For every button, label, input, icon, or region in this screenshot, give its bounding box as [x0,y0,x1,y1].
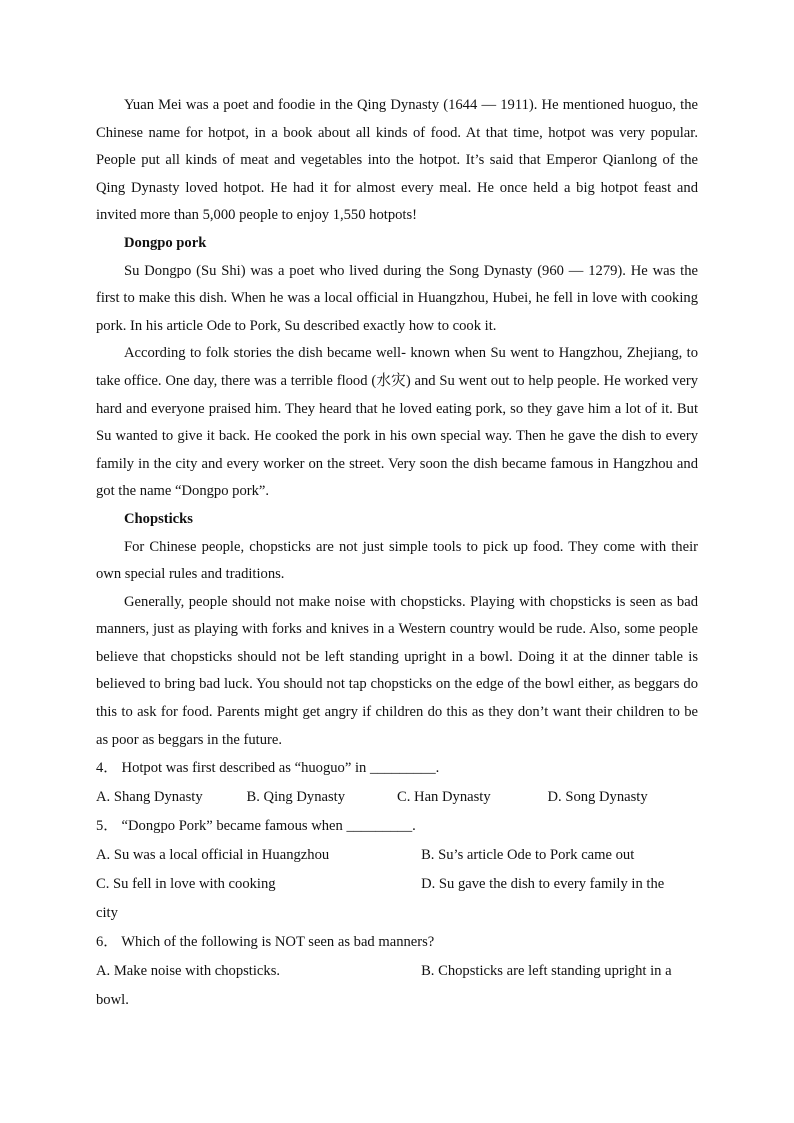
question-stem: 4． Hotpot was first described as “huoguo” in _________. [96,760,440,777]
option-b[interactable]: B. Qing Dynasty [246,789,346,806]
options-row-2 [96,870,698,899]
options [96,783,698,812]
option-d[interactable]: D. Song Dynasty [547,789,648,806]
paragraph-chopsticks-1: For Chinese people, chopsticks are not just simple tools to pick up food. They come with their own special rules and traditions. [96,538,698,583]
paragraph-chopsticks-2: Generally, people should not make noise with chopsticks. Playing with chopsticks is seen as bad manners, just as playing with forks and knives in a Western country would be rude. Also, some people believe that chopsticks should not be left standing upright in a bowl. Doing it at the dinner table is believed to bring bad luck. You should not tap chopsticks on the edge of the bowl either, as beggars do this to ask for food. Parents might get angry if children do this as they don’t want their children to be as poor as beggars in the future. [96,593,698,748]
option-a[interactable]: A. Su was a local official in Huangzhou [96,847,330,864]
paragraph-dongpo-2: According to folk stories the dish became well- known when Su went to Hangzhou, Zhejiang, to take office. One day, there was a terrible flood (水灾) and Su went out to help people. He worked very hard and everyone praised him. They heard that he loved eating pork, so they gave him a lot of it. But Su wanted to give it back. He cooked the pork in his own special way. Then he gave the dish to every family in the city and every worker on the street. Very soon the dish became famous in Hangzhou and got the name “Dongpo pork”. [96,345,698,500]
option-d-wrap: city [96,905,118,922]
options-row-1 [96,841,698,870]
question-6 [96,928,698,1015]
option-b-wrap: bowl. [96,992,129,1009]
option-b[interactable]: B. Su’s article Ode to Pork came out [421,847,635,864]
options-row-1 [96,957,698,986]
paragraph-dongpo-1: Su Dongpo (Su Shi) was a poet who lived during the Song Dynasty (960 — 1279). He was the first to make this dish. When he was a local official in Huangzhou, Hubei, he fell in love with cooking pork. In his article Ode to Pork, Su described exactly how to cook it. [96,262,698,334]
option-a[interactable]: A. Make noise with chopsticks. [96,963,281,980]
option-d[interactable]: D. Su gave the dish to every family in the [421,876,665,893]
option-a[interactable]: A. Shang Dynasty [96,789,203,806]
question-5 [96,812,698,928]
question-stem: 6． Which of the following is NOT seen as bad manners? [96,934,435,951]
option-c[interactable]: C. Su fell in love with cooking [96,876,276,893]
question-stem: 5． “Dongpo Pork” became famous when _________. [96,818,416,835]
document-page [96,92,698,1015]
heading-chopsticks: Chopsticks [124,510,193,527]
question-4 [96,754,698,812]
option-b[interactable]: B. Chopsticks are left standing upright in a [421,963,672,980]
paragraph-hotpot: Yuan Mei was a poet and foodie in the Qing Dynasty (1644 — 1911). He mentioned huoguo, the Chinese name for hotpot, in a book about all kinds of food. At that time, hotpot was very popular. People put all kinds of meat and vegetables into the hotpot. It’s said that Emperor Qianlong of the Qing Dynasty loved hotpot. He had it for almost every meal. He once held a big hotpot feast and invited more than 5,000 people to enjoy 1,550 hotpots! [96,97,698,224]
option-c[interactable]: C. Han Dynasty [397,789,491,806]
heading-dongpo-pork: Dongpo pork [124,234,207,251]
